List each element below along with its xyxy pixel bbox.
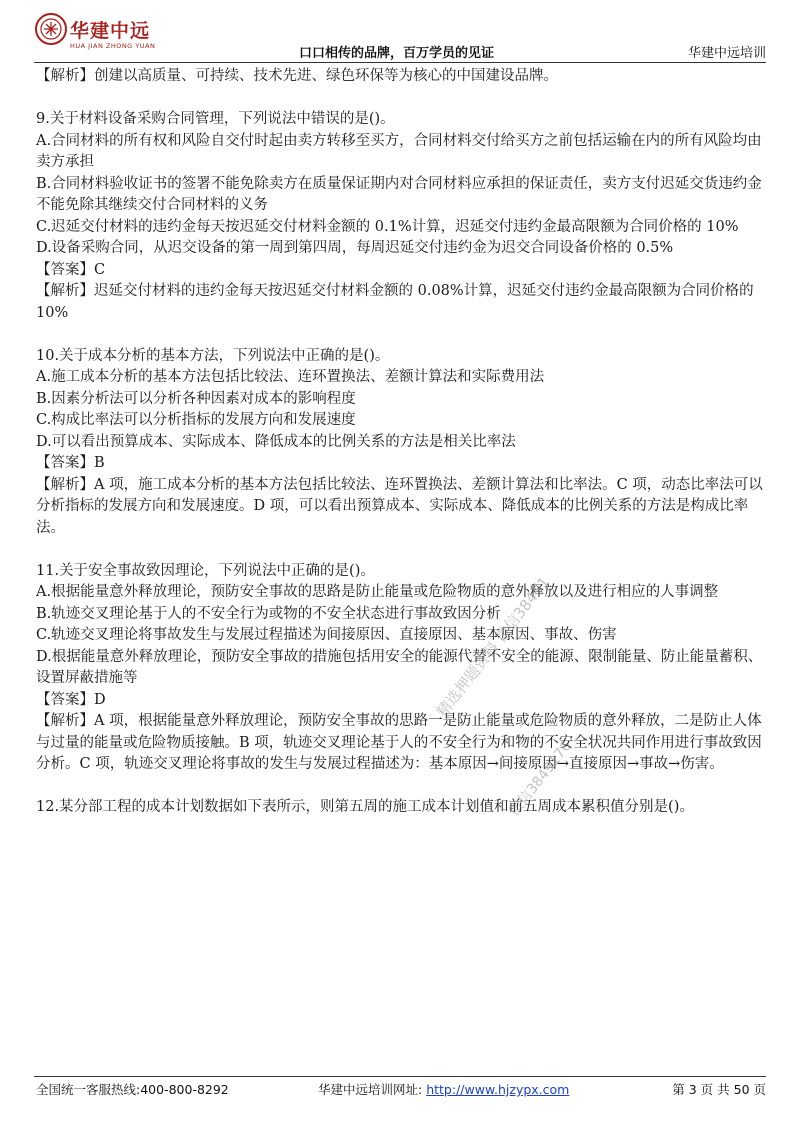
header-brand: 华建中远培训 (687, 46, 766, 61)
page-footer (34, 1076, 766, 1097)
question-11 (36, 561, 764, 776)
option-a: A.施工成本分析的基本方法包括比较法、连环置换法、差额计算法和实际费用法 (36, 369, 545, 385)
question-10 (36, 346, 764, 540)
logo (34, 12, 184, 58)
question-title: 12.某分部工程的成本计划数据如下表所示，则第五周的施工成本计划值和前五周成本累积值分别是()。 (36, 799, 694, 815)
option-d: D.可以看出预算成本、实际成本、降低成本的比例关系的方法是相关比率法 (36, 433, 516, 450)
watermark-text: 微信3849176 (506, 738, 575, 820)
option-b: B.轨迹交叉理论基于人的不安全行为或物的不安全状态进行事故致因分析 (36, 605, 501, 622)
logo-emblem-icon (34, 12, 68, 46)
option-b: B.合同材料验收证书的签署不能免除卖方在质量保证期内对合同材料应承担的保证责任，卖方支付迟延交货违约金不能免除其继续交付合同材料的义务 (36, 175, 762, 213)
footer-site-label: 华建中远培训网址: (318, 1082, 423, 1097)
answer: 【答案】D (36, 691, 106, 708)
analysis: 【解析】迟延交付材料的违约金每天按迟延交付材料金额的 0.08%计算，迟延交付违约金最高限额为合同价格的 10% (36, 283, 754, 321)
question-12 (36, 797, 764, 819)
logo-english-name: HUA JIAN ZHONG YUAN (70, 42, 156, 50)
logo-chinese-name: 华建中远 (70, 20, 151, 42)
option-d: D.根据能量意外释放理论，预防安全事故的措施包括用安全的能源代替不安全的能源、限制能量、防止能量蓄积、设置屏蔽措施等 (36, 648, 763, 686)
analysis: 【解析】A 项，施工成本分析的基本方法包括比较法、连环置换法、差额计算法和比率法。C 项，动态比率法可以分析指标的发展方向和发展速度。D 项，可以看出预算成本、实际成本、降低成本的比例关系的方法是构成比率法。 (36, 476, 763, 536)
analysis: 【解析】A 项，根据能量意外释放理论，预防安全事故的思路一是防止能量或危险物质的意外释放，二是防止人体与过量的能量或危险物质接触。B 项，轨迹交叉理论基于人的不安全行为和物的不安全状况共同作用进行事故致因分析。C 项，轨迹交叉理论将事故的发生与发展过程描述为：基本原因→间接原因→直接原因→事故→伤害。 (36, 713, 762, 772)
option-c: C.构成比率法可以分析指标的发展方向和发展速度 (36, 412, 356, 428)
previous-analysis: 【解析】创建以高质量、可持续、技术先进、绿色环保等为核心的中国建设品牌。 (36, 68, 558, 84)
question-title: 10.关于成本分析的基本方法，下列说法中正确的是()。 (36, 347, 390, 364)
option-c: C.迟延交付材料的违约金每天按迟延交付材料金额的 0.1%计算，迟延交付违约金最高限额为合同价格的 10% (36, 218, 739, 235)
answer: 【答案】B (36, 455, 105, 471)
document-body (36, 66, 764, 819)
option-d: D.设备采购合同，从迟交设备的第一周到第四周，每周迟延交付违约金为迟交合同设备价格的 0.5% (36, 240, 674, 256)
footer-site-link[interactable]: http://www.hjzypx.com (426, 1082, 570, 1097)
question-title: 11.关于安全事故致因理论，下列说法中正确的是()。 (36, 562, 375, 579)
option-a: A.根据能量意外释放理论，预防安全事故的思路是防止能量或危险物质的意外释放以及进行相应的人事调整 (36, 584, 719, 600)
watermark-text: 精选押题资料 微信38491 (433, 573, 554, 721)
option-a: A.合同材料的所有权和风险自交付时起由卖方转移至买方，合同材料交付给买方之前包括运输在内的所有风险均由卖方承担 (36, 132, 762, 170)
footer-page-number: 第 3 页 共 50 页 (672, 1082, 766, 1097)
footer-hotline: 全国统一客服热线:400-800-8292 (36, 1082, 229, 1097)
footer-website (318, 1080, 569, 1098)
option-b: B.因素分析法可以分析各种因素对成本的影响程度 (36, 390, 356, 407)
header-slogan: 口口相传的品牌，百万学员的见证 (299, 46, 495, 61)
answer: 【答案】C (36, 261, 106, 278)
page-header (34, 10, 766, 63)
question-9 (36, 109, 764, 324)
question-title: 9.关于材料设备采购合同管理，下列说法中错误的是()。 (36, 111, 395, 127)
option-c: C.轨迹交叉理论将事故发生与发展过程描述为间接原因、直接原因、基本原因、事故、伤害 (36, 627, 617, 643)
